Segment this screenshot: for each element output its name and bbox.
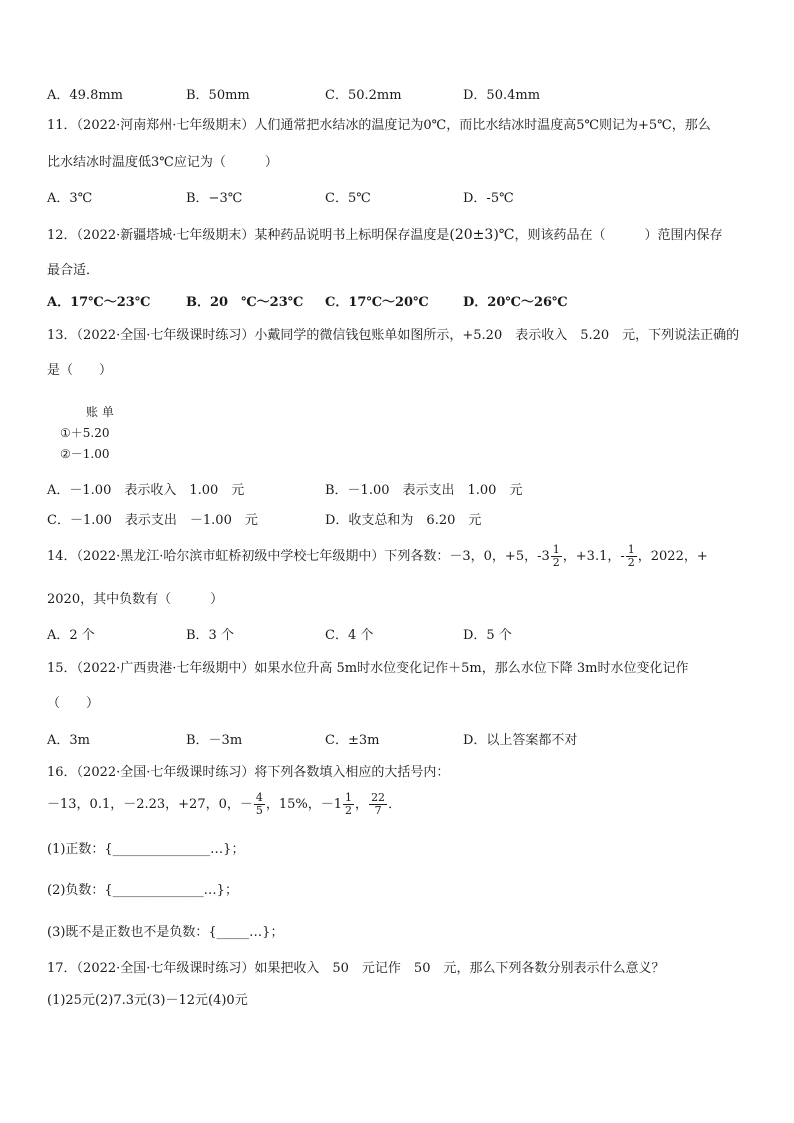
q16-fraction-one-half [343, 792, 354, 817]
q11-stem-line1: 11．（2022·河南郑州·七年级期末）人们通常把水结冰的温度记为0℃，而比水结冰时温度高5℃则记为+5℃，那么 [47, 118, 711, 133]
q10-option-a[interactable]: A．49.8mm [47, 88, 123, 103]
q11-option-c[interactable]: C．5℃ [325, 191, 371, 206]
q12-option-d[interactable]: D．20℃～26℃ [463, 295, 568, 310]
q14-stem-line2: 2020，其中负数有（ ） [47, 592, 224, 607]
q16-fraction-twentytwo-sevenths [369, 792, 387, 817]
q11-stem-line2: 比水结冰时温度低3℃应记为（ ） [47, 155, 278, 170]
q16-fraction1-numerator: 4 [255, 791, 263, 804]
q15-option-b[interactable]: B．－3m [186, 733, 243, 748]
q14-fraction2-denominator: 2 [627, 556, 635, 569]
q13-stem-line1: 13．（2022·全国·七年级课时练习）小戴同学的微信钱包账单如图所示，+5.20 表示收入 5.20 元，下列说法正确的 [47, 328, 740, 343]
q16-neither-blank[interactable]: (3)既不是正数也不是负数：{_____…}； [47, 925, 284, 940]
bill-item-expense: ②－1.00 [60, 447, 110, 461]
q13-stem-line2: 是（ ） [47, 363, 113, 378]
q12-option-b[interactable]: B．20 ℃～23℃ [186, 295, 304, 310]
q16-numbers-b: ，15%，－1 [265, 797, 343, 812]
q16-numbers-c: ， [355, 797, 369, 812]
q11-option-a[interactable]: A．3℃ [47, 191, 93, 206]
q16-numbers-a: －13，0.1，－2.23，+27，0，－ [47, 797, 253, 812]
q11-option-d[interactable]: D．-5℃ [463, 191, 514, 206]
q12-option-a[interactable]: A．17℃～23℃ [47, 295, 151, 310]
q15-option-d[interactable]: D．以上答案都不对 [463, 733, 578, 748]
q16-fraction2-denominator: 2 [345, 804, 353, 817]
q10-option-b[interactable]: B．50mm [186, 88, 250, 103]
q16-stem: 16．（2022·全国·七年级课时练习）将下列各数填入相应的大括号内： [47, 765, 450, 780]
q16-fraction3-numerator: 22 [371, 791, 386, 804]
q11-option-b[interactable]: B．−3℃ [186, 191, 243, 206]
q12-temperature-expression: (20±3)℃ [449, 227, 515, 243]
q13-option-b[interactable]: B．－1.00 表示支出 1.00 元 [325, 483, 523, 498]
q16-negative-blank[interactable]: (2)负数：{______________…}； [47, 883, 238, 898]
q16-fraction1-denominator: 5 [255, 804, 263, 817]
q13-option-a[interactable]: A．－1.00 表示收入 1.00 元 [47, 483, 245, 498]
q14-stem-text-c: ，2022，+ [637, 549, 708, 564]
q14-mixed-number-sign: -3 [537, 549, 550, 564]
q10-option-d[interactable]: D．50.4mm [463, 88, 541, 103]
q15-stem-line1: 15．（2022·广西贵港·七年级期中）如果水位升高 5m时水位变化记作＋5m，那么水位下降 3m时水位变化记作 [47, 661, 689, 676]
q12-stem-line1 [47, 226, 722, 245]
q15-option-c[interactable]: C．±3m [325, 733, 380, 748]
q12-stem-line2: 最合适． [47, 263, 100, 278]
q14-option-b[interactable]: B．3 个 [186, 628, 234, 643]
q16-number-list [47, 791, 401, 819]
q17-stem: 17．（2022·全国·七年级课时练习）如果把收入 50 元记作 50 元，那么下列各数分别表示什么意义？ [47, 961, 665, 976]
bill-title: 账 单 [86, 405, 114, 419]
q14-fraction-one-half [551, 544, 562, 569]
q15-stem-line2: （ ） [47, 696, 100, 711]
q10-option-c[interactable]: C．50.2mm [325, 88, 402, 103]
q16-fraction3-denominator: 7 [374, 804, 382, 817]
q16-fraction-four-fifths [254, 792, 265, 817]
q14-stem-text-a: 14．（2022·黑龙江·哈尔滨市虹桥初级中学校七年级期中）下列各数：－3，0，+5， [47, 549, 538, 564]
q15-option-a[interactable]: A．3m [47, 733, 90, 748]
q16-positive-blank[interactable]: (1)正数：{_______________…}； [47, 842, 245, 857]
q14-fraction-neg-half [626, 544, 637, 569]
q12-option-c[interactable]: C．17℃～20℃ [325, 295, 429, 310]
bill-item-income: ①＋5.20 [60, 426, 110, 440]
q14-fraction1-numerator: 1 [552, 543, 560, 556]
q12-stem-text-b: ，则该药品在（ ）范围内保存 [514, 228, 723, 243]
q14-option-d[interactable]: D．5 个 [463, 628, 512, 643]
q14-fraction1-denominator: 2 [552, 556, 560, 569]
q14-stem-line1 [47, 543, 708, 571]
q13-option-d[interactable]: D．收支总和为 6.20 元 [325, 513, 482, 528]
q17-items: (1)25元(2)7.3元(3)－12元(4)0元 [47, 993, 248, 1008]
q13-option-c[interactable]: C．－1.00 表示支出 －1.00 元 [47, 513, 258, 528]
q14-stem-text-b: ，+3.1， [562, 549, 621, 564]
q14-option-c[interactable]: C．4 个 [325, 628, 374, 643]
q12-stem-text-a: 12．（2022·新疆塔城·七年级期末）某种药品说明书上标明保存温度是 [47, 228, 450, 243]
q14-option-a[interactable]: A．2 个 [47, 628, 95, 643]
q16-fraction2-numerator: 1 [345, 791, 353, 804]
q14-negative-sign: - [620, 549, 625, 564]
q16-numbers-d: ． [388, 797, 402, 812]
q14-fraction2-numerator: 1 [627, 543, 635, 556]
